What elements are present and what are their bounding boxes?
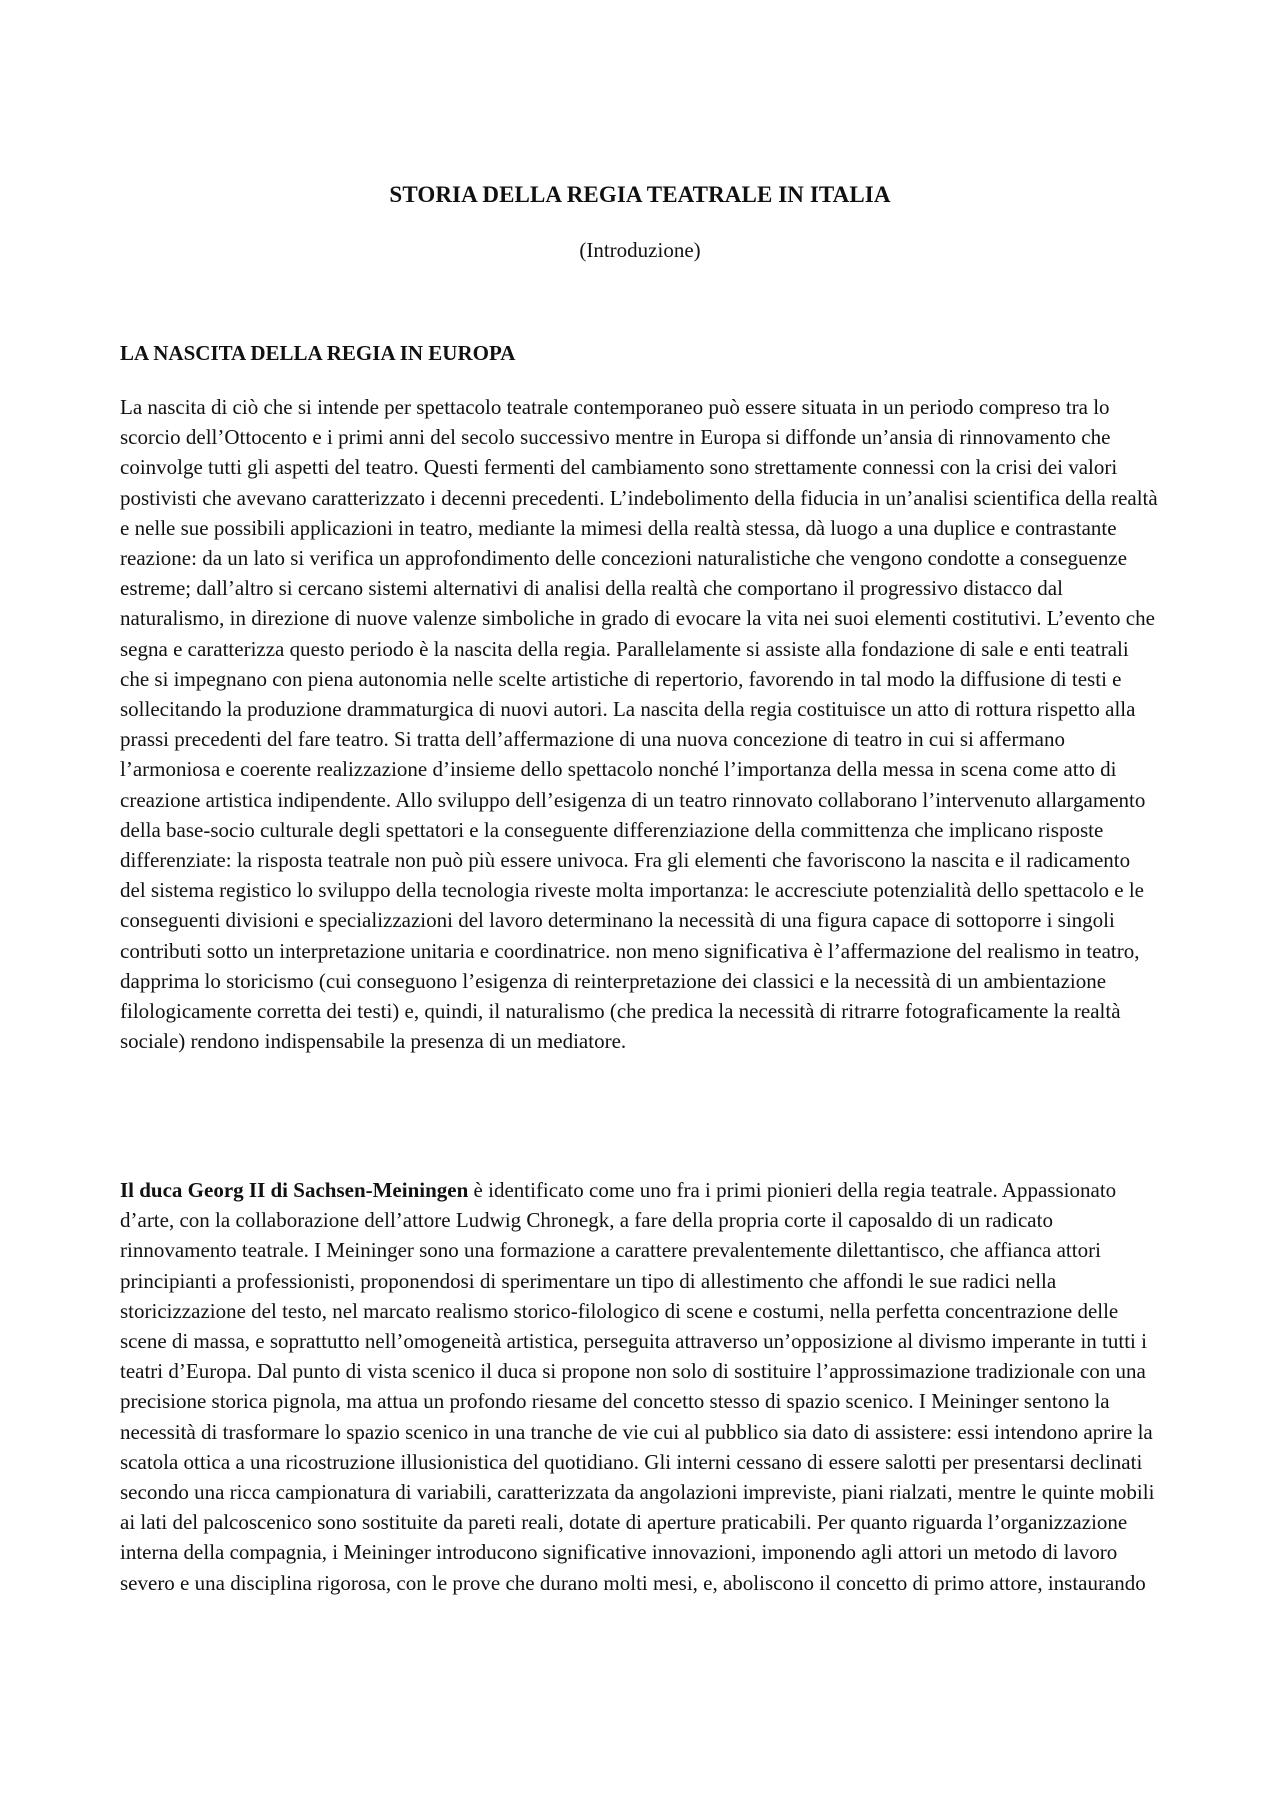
document-title: STORIA DELLA REGIA TEATRALE IN ITALIA — [389, 182, 891, 207]
document-subtitle: (Introduzione) — [579, 238, 701, 262]
body-paragraph: La nascita di ciò che si intende per spettacolo teatrale contemporaneo può essere situata in un periodo compreso tra lo scorcio dell’Ottocento e i primi anni del secolo successivo mentre in Europa si diffonde un’ansia di rinnovamento che coinvolge tutti gli aspetti del teatro. Questi fermenti del cambiamento sono strettamente connessi con la crisi dei valori postivisti che avevano caratterizzato i decenni precedenti. L’indebolimento della fiducia in un’analisi scientifica della realtà e nelle sue possibili applicazioni in teatro, mediante la mimesi della realtà stessa, dà luogo a una duplice e contrastante reazione: da un lato si verifica un approfondimento delle concezioni naturalistiche che vengono condotte a conseguenze estreme; dall’altro si cercano sistemi alternativi di analisi della realtà che comportano il progressivo distacco dal naturalismo, in direzione di nuove valenze simboliche in grado di evocare la vita nei suoi elementi costitutivi. L’evento che segna e caratterizza questo periodo è la nascita della regia. Parallelamente si assiste alla fondazione di sale e enti teatrali che si impegnano con piena autonomia nelle scelte artistiche di repertorio, favorendo in tal modo la diffusione di testi e sollecitando la produzione drammaturgica di nuovi autori. La nascita della regia costituisce un atto di rottura rispetto alla prassi precedenti del fare teatro. Si tratta dell’affermazione di una nuova concezione di teatro in cui si affermano l’armoniosa e coerente realizzazione d’insieme dello spettacolo nonché l’importanza della messa in scena come atto di creazione artistica indipendente. Allo sviluppo dell’esigenza di un teatro rinnovato collaborano l’intervenuto allargamento della base-socio culturale degli spettatori e la conseguente differenziazione della committenza che implicano risposte differenziate: la risposta teatrale non può più essere univoca. Fra gli elementi che favoriscono la nascita e il radicamento del sistema registico lo sviluppo della tecnologia riveste molta importanza: le accresciute potenzialità dello spettacolo e le conseguenti divisioni e specializzazioni del lavoro determinano la necessità di una figura capace di sottoporre i singoli contributi sotto un interpretazione unitaria e coordinatrice. non meno significativa è l’affermazione del realismo in teatro, dapprima lo storicismo (cui conseguono l’esigenza di reinterpretazione dei classici e la necessità di un ambientazione filologicamente corretta dei testi) e, quindi, il naturalismo (che predica la necessità di ritrarre fotograficamente la realtà sociale) rendono indispensabile la presenza di un mediatore. — [120, 395, 1158, 1054]
paragraph-lead-bold: Il duca Georg II di Sachsen-Meiningen — [120, 1178, 469, 1202]
paragraph-text: è identificato come uno fra i primi pionieri della regia teatrale. Appassionato d’arte, con la collaborazione dell’attore Ludwig Chronegk, a fare della propria corte il caposaldo di un radicato rinnovamento teatrale. I Meininger sono una formazione a carattere prevalentemente dilettantisco, che affianca attori principianti a professionisti, proponendosi di sperimentare un tipo di allestimento che affondi le sue radici nella storicizzazione del testo, nel marcato realismo storico-filologico di scene e costumi, nella perfetta concentrazione delle scene di massa, e soprattutto nell’omogeneità artistica, perseguita attraverso un’opposizione al divismo imperante in tutti i teatri d’Europa. Dal punto di vista scenico il duca si propone non solo di sostituire l’approssimazione tradizionale con una precisione storica pignola, ma attua un profondo riesame del concetto stesso di spazio scenico. I Meininger sentono la necessità di trasformare lo spazio scenico in una tranche de vie cui al pubblico sia dato di assistere: essi intendono aprire la scatola ottica a una ricostruzione illusionistica del quotidiano. Gli interni cessano di essere salotti per presentarsi declinati secondo una ricca campionatura di variabili, caratterizzata da angolazioni impreviste, piani rialzati, mentre le quinte mobili ai lati del palcoscenico sono sostituite da pareti reali, dotate di aperture praticabili. Per quanto riguarda l’organizzazione interna della compagnia, i Meininger introducono significative innovazioni, imponendo agli attori un metodo di lavoro severo e una disciplina rigorosa, con le prove che durano molti mesi, e, aboliscono il concetto di primo attore, instaurando — [120, 1178, 1155, 1595]
body-paragraph — [120, 1175, 1160, 1598]
section-heading: LA NASCITA DELLA REGIA IN EUROPA — [120, 341, 516, 365]
